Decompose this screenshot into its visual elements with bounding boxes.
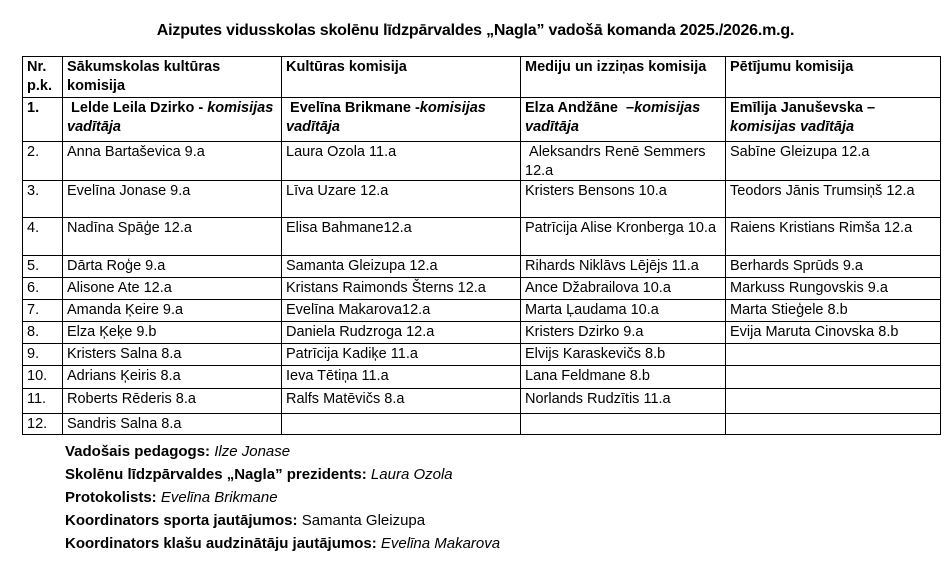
- leader-name: Emīlija Januševska –: [730, 100, 880, 116]
- member-cell: [726, 98, 941, 142]
- member-cell: Aleksandrs Renē Semmers 12.a: [521, 142, 726, 181]
- member-cell: Anna Bartaševica 9.a: [63, 142, 282, 181]
- member-cell: Patrīcija Kadiķe 11.a: [282, 344, 521, 366]
- member-cell: Teodors Jānis Trumsiņš 12.a: [726, 181, 941, 218]
- committee-table: [22, 56, 941, 435]
- leader-role: komisijas vadītāja: [730, 118, 855, 135]
- table-row: [23, 300, 941, 322]
- row-number-cell: 9.: [23, 344, 63, 366]
- footer-value: Laura Ozola: [370, 465, 453, 483]
- member-cell: [521, 98, 726, 142]
- footer-value: Samanta Gleizupa: [301, 511, 426, 529]
- footer-label: Koordinators klašu audzinātāju jautājumos:: [65, 534, 377, 552]
- member-cell: Norlands Rudzītis 11.a: [521, 389, 726, 414]
- member-cell: Kristers Bensons 10.a: [521, 181, 726, 218]
- footer-line-protokolists: [65, 486, 951, 509]
- table-row: [23, 181, 941, 218]
- row-number-cell: 2.: [23, 142, 63, 181]
- row-number-cell: 10.: [23, 366, 63, 389]
- row-number-cell: 11.: [23, 389, 63, 414]
- footer-label: Protokolists:: [65, 488, 157, 506]
- member-cell: Amanda Ķeire 9.a: [63, 300, 282, 322]
- member-cell: Evelīna Makarova12.a: [282, 300, 521, 322]
- footer-value: Evelīna Makarova: [380, 534, 501, 552]
- member-cell: Lana Feldmane 8.b: [521, 366, 726, 389]
- member-cell: Patrīcija Alise Kronberga 10.a: [521, 218, 726, 256]
- column-header-petijumu: Pētījumu komisija: [726, 57, 941, 98]
- table-row: [23, 414, 941, 435]
- member-cell: Sandris Salna 8.a: [63, 414, 282, 435]
- member-cell: Sabīne Gleizupa 12.a: [726, 142, 941, 181]
- member-cell: Kristers Dzirko 9.a: [521, 322, 726, 344]
- member-cell: Nadīna Spāģe 12.a: [63, 218, 282, 256]
- table-row: [23, 389, 941, 414]
- table-row: [23, 344, 941, 366]
- table-row: [23, 278, 941, 300]
- leader-role: komisijas vadītāja: [67, 100, 278, 135]
- member-cell: [726, 366, 941, 389]
- column-header-nr: Nr. p.k.: [23, 57, 63, 98]
- member-cell: Kristans Raimonds Šterns 12.a: [282, 278, 521, 300]
- row-number-cell: 1.: [23, 98, 63, 142]
- member-cell: Samanta Gleizupa 12.a: [282, 256, 521, 278]
- row-number-cell: 4.: [23, 218, 63, 256]
- footer-line-pedagogs: [65, 440, 951, 463]
- row-number-cell: 8.: [23, 322, 63, 344]
- member-cell: Berhards Sprūds 9.a: [726, 256, 941, 278]
- member-cell: [63, 98, 282, 142]
- leader-name: Evelīna Brikmane -: [286, 100, 420, 116]
- member-cell: Dārta Roģe 9.a: [63, 256, 282, 278]
- member-cell: Marta Stieģele 8.b: [726, 300, 941, 322]
- member-cell: Raiens Kristians Rimša 12.a: [726, 218, 941, 256]
- table-row: [23, 218, 941, 256]
- row-number-cell: 6.: [23, 278, 63, 300]
- footer-label: Koordinators sporta jautājumos:: [65, 511, 298, 529]
- leader-role: komisijas vadītāja: [525, 100, 705, 135]
- member-cell: Alisone Ate 12.a: [63, 278, 282, 300]
- footer-line-koordinators-klasu: [65, 532, 951, 555]
- member-cell: Rihards Niklāvs Lējējs 11.a: [521, 256, 726, 278]
- leader-row: [23, 98, 941, 142]
- member-cell: Ieva Tētiņa 11.a: [282, 366, 521, 389]
- member-cell: Elza Ķeķe 9.b: [63, 322, 282, 344]
- member-cell: [282, 414, 521, 435]
- column-header-kulturas: Kultūras komisija: [282, 57, 521, 98]
- footer-label: Vadošais pedagogs:: [65, 442, 211, 460]
- member-cell: Adrians Ķeiris 8.a: [63, 366, 282, 389]
- member-cell: Elisa Bahmane12.a: [282, 218, 521, 256]
- column-header-sakumskolas-kulturas: Sākumskolas kultūras komisija: [63, 57, 282, 98]
- member-cell: [726, 344, 941, 366]
- table-row: [23, 322, 941, 344]
- footer-value: Evelīna Brikmane: [160, 488, 278, 506]
- footer-line-prezidents: [65, 463, 951, 486]
- member-cell: Evelīna Jonase 9.a: [63, 181, 282, 218]
- document-title: Aizputes vidusskolas skolēnu līdzpārvaldes „Nagla” vadošā komanda 2025./2026.m.g.: [156, 22, 795, 39]
- leader-name: Lelde Leila Dzirko -: [67, 100, 208, 116]
- member-cell: [521, 414, 726, 435]
- member-cell: Markuss Rungovskis 9.a: [726, 278, 941, 300]
- table-row: [23, 142, 941, 181]
- member-cell: Līva Uzare 12.a: [282, 181, 521, 218]
- row-number-cell: 3.: [23, 181, 63, 218]
- member-cell: Elvijs Karaskevičs 8.b: [521, 344, 726, 366]
- member-cell: Ance Džabrailova 10.a: [521, 278, 726, 300]
- column-header-mediju: Mediju un izziņas komisija: [521, 57, 726, 98]
- table-row: [23, 256, 941, 278]
- member-cell: Roberts Rēderis 8.a: [63, 389, 282, 414]
- leader-name: Elza Andžāne –: [525, 100, 635, 116]
- member-cell: Ralfs Matēvičs 8.a: [282, 389, 521, 414]
- footer-line-koordinators-sporta: [65, 509, 951, 532]
- member-cell: [282, 98, 521, 142]
- footer-notes: [65, 440, 951, 555]
- header-row: [23, 57, 941, 98]
- row-number-cell: 7.: [23, 300, 63, 322]
- row-number-cell: 12.: [23, 414, 63, 435]
- member-cell: Evija Maruta Cinovska 8.b: [726, 322, 941, 344]
- member-cell: Marta Ļaudama 10.a: [521, 300, 726, 322]
- member-cell: Kristers Salna 8.a: [63, 344, 282, 366]
- member-cell: [726, 414, 941, 435]
- table-row: [23, 366, 941, 389]
- member-cell: Laura Ozola 11.a: [282, 142, 521, 181]
- leader-role: komisijas vadītāja: [286, 100, 490, 135]
- row-number-cell: 5.: [23, 256, 63, 278]
- member-cell: [726, 389, 941, 414]
- footer-label: Skolēnu līdzpārvaldes „Nagla” prezidents:: [65, 465, 367, 483]
- member-cell: Daniela Rudzroga 12.a: [282, 322, 521, 344]
- footer-value: Ilze Jonase: [214, 442, 291, 460]
